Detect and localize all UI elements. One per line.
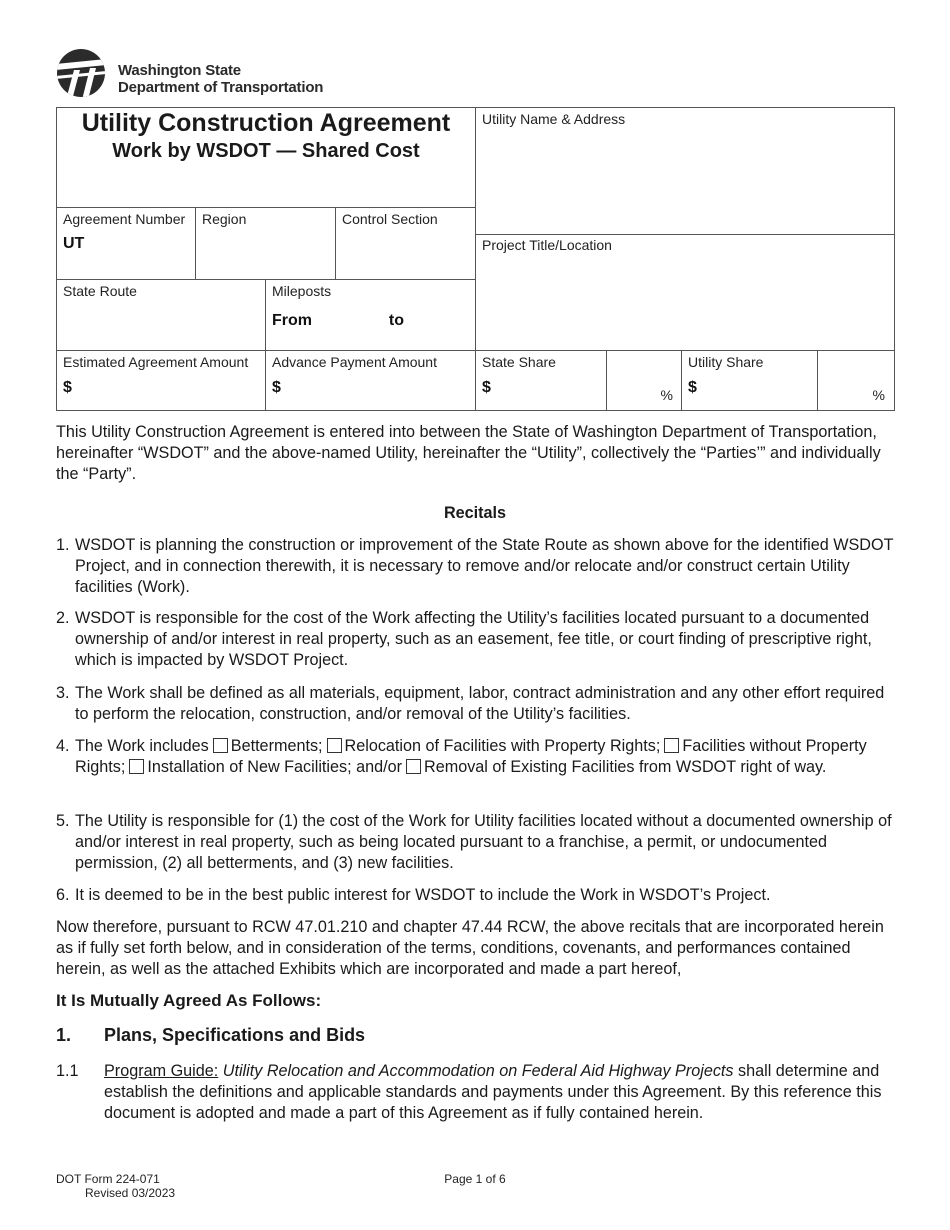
agreement-number-label: Agreement Number: [63, 211, 186, 227]
utility-share-percent-field[interactable]: [818, 350, 895, 411]
region-field[interactable]: [196, 207, 336, 280]
now-therefore-paragraph: Now therefore, pursuant to RCW 47.01.210 and chapter 47.44 RCW, the above recitals that are incorporated herein as if fully set forth below, and in consideration of the terms, conditions, covenants, and performances contained herein, as well as the attached Exhibits which are incorporated and made a part hereof,: [56, 918, 884, 978]
recital-text: The Utility is responsible for (1) the cost of the Work for Utility facilities located without a documented ownership of and/or interest in real property, such as being located pursuant to a franchise, a permit, or undocumented permission, (2) all betterments, and (3) new facilities.: [75, 812, 892, 872]
clause-1-1: [56, 1061, 896, 1124]
project-title-label: Project Title/Location: [482, 237, 612, 253]
footer-form-number: DOT Form 224-071: [56, 1172, 160, 1186]
program-guide-title: Utility Relocation and Accommodation on Federal Aid Highway Projects: [222, 1062, 734, 1080]
wsdot-logo: [56, 46, 376, 102]
recital-number: 4.: [56, 737, 70, 755]
agreement-number-field[interactable]: [57, 207, 196, 280]
recital-4: [56, 736, 896, 778]
recital-3: [56, 683, 896, 725]
mileposts-label: Mileposts: [272, 283, 332, 299]
estimated-amount-value: $: [63, 379, 72, 396]
footer-page-number: Page 1 of 6: [444, 1172, 506, 1186]
recital-number: 6.: [56, 886, 70, 904]
recital-number: 2.: [56, 609, 70, 627]
recital-2: [56, 608, 896, 671]
section-1-number: 1.: [56, 1025, 72, 1045]
clause-number: 1.1: [56, 1062, 79, 1080]
milepost-from-label: From: [272, 312, 312, 329]
agreement-header-form: [56, 107, 895, 411]
recital-number: 5.: [56, 812, 70, 830]
wsdot-logo-icon: [56, 46, 106, 100]
mileposts-field[interactable]: [266, 280, 476, 350]
intro-paragraph: This Utility Construction Agreement is entered into between the State of Washington Department of Transportation, hereinafter “WSDOT” and the above-named Utility, hereinafter the “Utility”, collectively the “Parties’” and individually the “Party”.: [56, 423, 881, 483]
clause-text: shall determine and establish the definitions and applicable standards and payments under this Agreement. By this reference this document is adopted and made a part of this Agreement as if fully contained herein.: [104, 1062, 882, 1122]
state-share-label: State Share: [482, 354, 556, 370]
state-route-label: State Route: [63, 283, 137, 299]
agreed-heading: It Is Mutually Agreed As Follows:: [56, 991, 322, 1010]
new-facilities-option: Installation of New Facilities; and/or: [147, 758, 403, 776]
facilities-without-rights-option: Facilities without Property Rights;: [75, 737, 867, 776]
state-route-field[interactable]: [57, 280, 266, 350]
estimated-amount-label: Estimated Agreement Amount: [63, 354, 249, 370]
recital-number: 1.: [56, 536, 70, 554]
recital-1: [56, 535, 896, 598]
section-1-heading: [56, 1025, 366, 1046]
recital-text: WSDOT is responsible for the cost of the Work affecting the Utility’s facilities located pursuant to a documented ownership of and/or interest in real property, such as an easement, fee title, or court finding of prescriptive right, which is impacted by WSDOT Project.: [75, 609, 872, 669]
control-section-label: Control Section: [342, 211, 438, 227]
utility-share-field[interactable]: [682, 350, 818, 411]
form-title: Utility Construction Agreement: [81, 109, 451, 137]
utility-share-percent: %: [872, 387, 885, 403]
recital-5: [56, 811, 896, 874]
project-title-field[interactable]: [476, 235, 895, 350]
facilities-without-rights-checkbox[interactable]: [664, 738, 679, 753]
region-label: Region: [202, 211, 247, 227]
utility-name-field[interactable]: [476, 108, 895, 235]
state-share-percent-field[interactable]: [607, 350, 682, 411]
recital-number: 3.: [56, 684, 70, 702]
relocation-with-rights-checkbox[interactable]: [327, 738, 342, 753]
utility-share-value: $: [688, 379, 697, 396]
recital-text: WSDOT is planning the construction or improvement of the State Route as shown above for the identified WSDOT Project, and in connection therewith, it is necessary to remove and/or relocate and/or construct certain Utility facilities (Work).: [75, 536, 894, 596]
removal-option: Removal of Existing Facilities from WSDOT right of way.: [424, 758, 827, 776]
betterments-option: Betterments;: [230, 737, 323, 755]
title-block: [57, 108, 476, 207]
advance-payment-label: Advance Payment Amount: [272, 354, 437, 370]
state-share-field[interactable]: [476, 350, 607, 411]
betterments-checkbox[interactable]: [213, 738, 228, 753]
clause-label: Program Guide:: [104, 1062, 219, 1080]
state-share-value: $: [482, 379, 491, 396]
utility-name-label: Utility Name & Address: [482, 111, 626, 127]
removal-checkbox[interactable]: [406, 759, 421, 774]
logo-line2: Department of Transportation: [118, 79, 324, 96]
recital-4-lead: The Work includes: [75, 737, 209, 755]
recital-6: [56, 885, 896, 906]
recital-text: It is deemed to be in the best public interest for WSDOT to include the Work in WSDOT’s Project.: [75, 886, 771, 904]
new-facilities-checkbox[interactable]: [129, 759, 144, 774]
utility-share-label: Utility Share: [688, 354, 764, 370]
form-subtitle: Work by WSDOT — Shared Cost: [112, 140, 420, 162]
logo-line1: Washington State: [118, 62, 241, 79]
state-share-percent: %: [660, 387, 673, 403]
advance-payment-field[interactable]: [266, 350, 476, 411]
section-1-title: Plans, Specifications and Bids: [104, 1025, 366, 1045]
footer-revised: Revised 03/2023: [85, 1186, 176, 1200]
control-section-field[interactable]: [336, 207, 476, 280]
recitals-heading: Recitals: [443, 504, 507, 522]
advance-payment-value: $: [272, 379, 281, 396]
agreement-number-value: UT: [63, 235, 85, 252]
estimated-amount-field[interactable]: [57, 350, 266, 411]
recital-text: The Work shall be defined as all materials, equipment, labor, contract administration and any other effort required to perform the relocation, construction, and/or removal of the Utility’s facilities.: [75, 684, 885, 723]
relocation-with-rights-option: Relocation of Facilities with Property Rights;: [344, 737, 661, 755]
milepost-to-label: to: [388, 312, 405, 329]
